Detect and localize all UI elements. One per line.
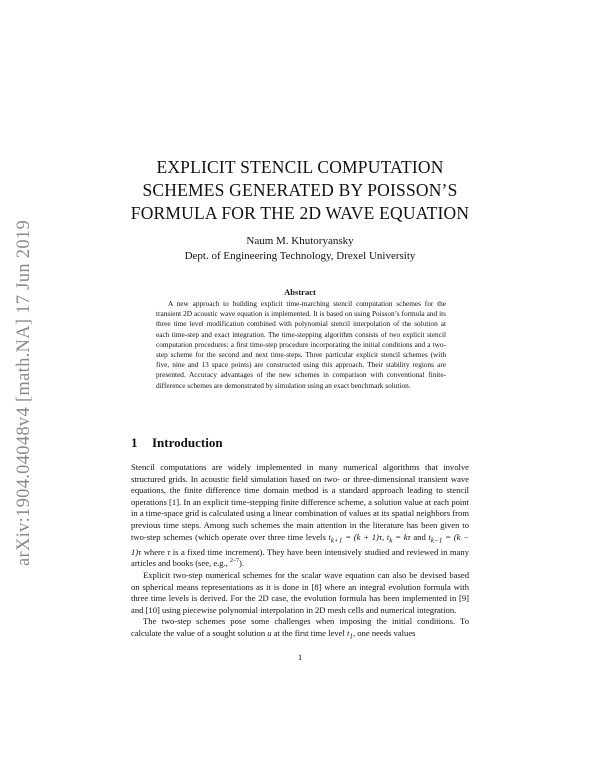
author-affiliation: Dept. of Engineering Technology, Drexel University <box>184 250 416 262</box>
author-block <box>0 234 600 264</box>
abstract-heading: Abstract <box>284 287 316 297</box>
section-number: 1 <box>131 435 138 450</box>
page-number: 1 <box>297 652 303 662</box>
abstract-text: A new approach to building explicit time-marching stencil computation schemes for the transient 2D acoustic wave equation is implemented. It is based on using Poisson’s formula and its three time level modification combined with polynomial stencil interpolation of the solution at each time-step and exact integration. The time-stepping algorithm consists of two explicit stencil computation procedures: a first time-step procedure incorporating the initial conditions and a two-step scheme for the second and next time-steps. Three particular explicit stencil schemes (with five, nine and 13 space points) are constructed using this approach. Their stability regions are presented. Accuracy advantages of the new schemes in comparison with conventional finite-difference schemes are demonstrated by simulation using an exact benchmark solution. <box>156 299 446 390</box>
section-title: Introduction <box>152 435 223 450</box>
abstract-body <box>156 299 446 391</box>
title-line-3: FORMULA FOR THE 2D WAVE EQUATION <box>130 203 470 223</box>
section-body <box>131 462 469 643</box>
paragraph-3: The two-step schemes pose some challenges when imposing the initial conditions. To calculate the value of a sought solution u at the first time level $t_1$, one needs values <box>131 616 469 641</box>
title-line-2: SCHEMES GENERATED BY POISSON’S <box>142 180 458 200</box>
paragraph-2: Explicit two-step numerical schemes for the scalar wave equation can also be devised based on spherical means representations as it is done in [8] where an integral evolution formula with three time levels is derived. For the 2D case, the evolution formula has been implemented in [9] and [10] using piecewise polynomial interpolation in 2D mesh cells and numerical integration. <box>131 570 469 615</box>
title-line-1: EXPLICIT STENCIL COMPUTATION <box>156 157 444 177</box>
author-name: Naum M. Khutoryansky <box>246 235 354 247</box>
arxiv-identifier-stamp: arXiv:1904.04048v4 [math.NA] 17 Jun 2019 <box>14 220 34 566</box>
paper-title <box>0 156 600 225</box>
paragraph-1: Stencil computations are widely implemented in many numerical algorithms that involve structured grids. In acoustic field simulation based on two- or three-dimensional transient wave equations, the finite difference time domain method is a standard approach leading to stencil operations [1]. In an explicit time-stepping finite difference scheme, a solution value at each point in a time-space grid is calculated using a linear combination of values at its spatial neighbors from previous time steps. Among such schemes the main attention in the literature has been given to two-step schemes (which operate over three time levels $t_{k+1} = (k + 1)\tau$, $t_k = k\tau$ and $t_{k-1} = (k - 1)\tau$ where τ is a fixed time increment). They have been intensively studied and reviewed in many articles and books (see, e.g., $^{2-7}$). <box>131 462 469 569</box>
section-heading <box>131 435 223 451</box>
